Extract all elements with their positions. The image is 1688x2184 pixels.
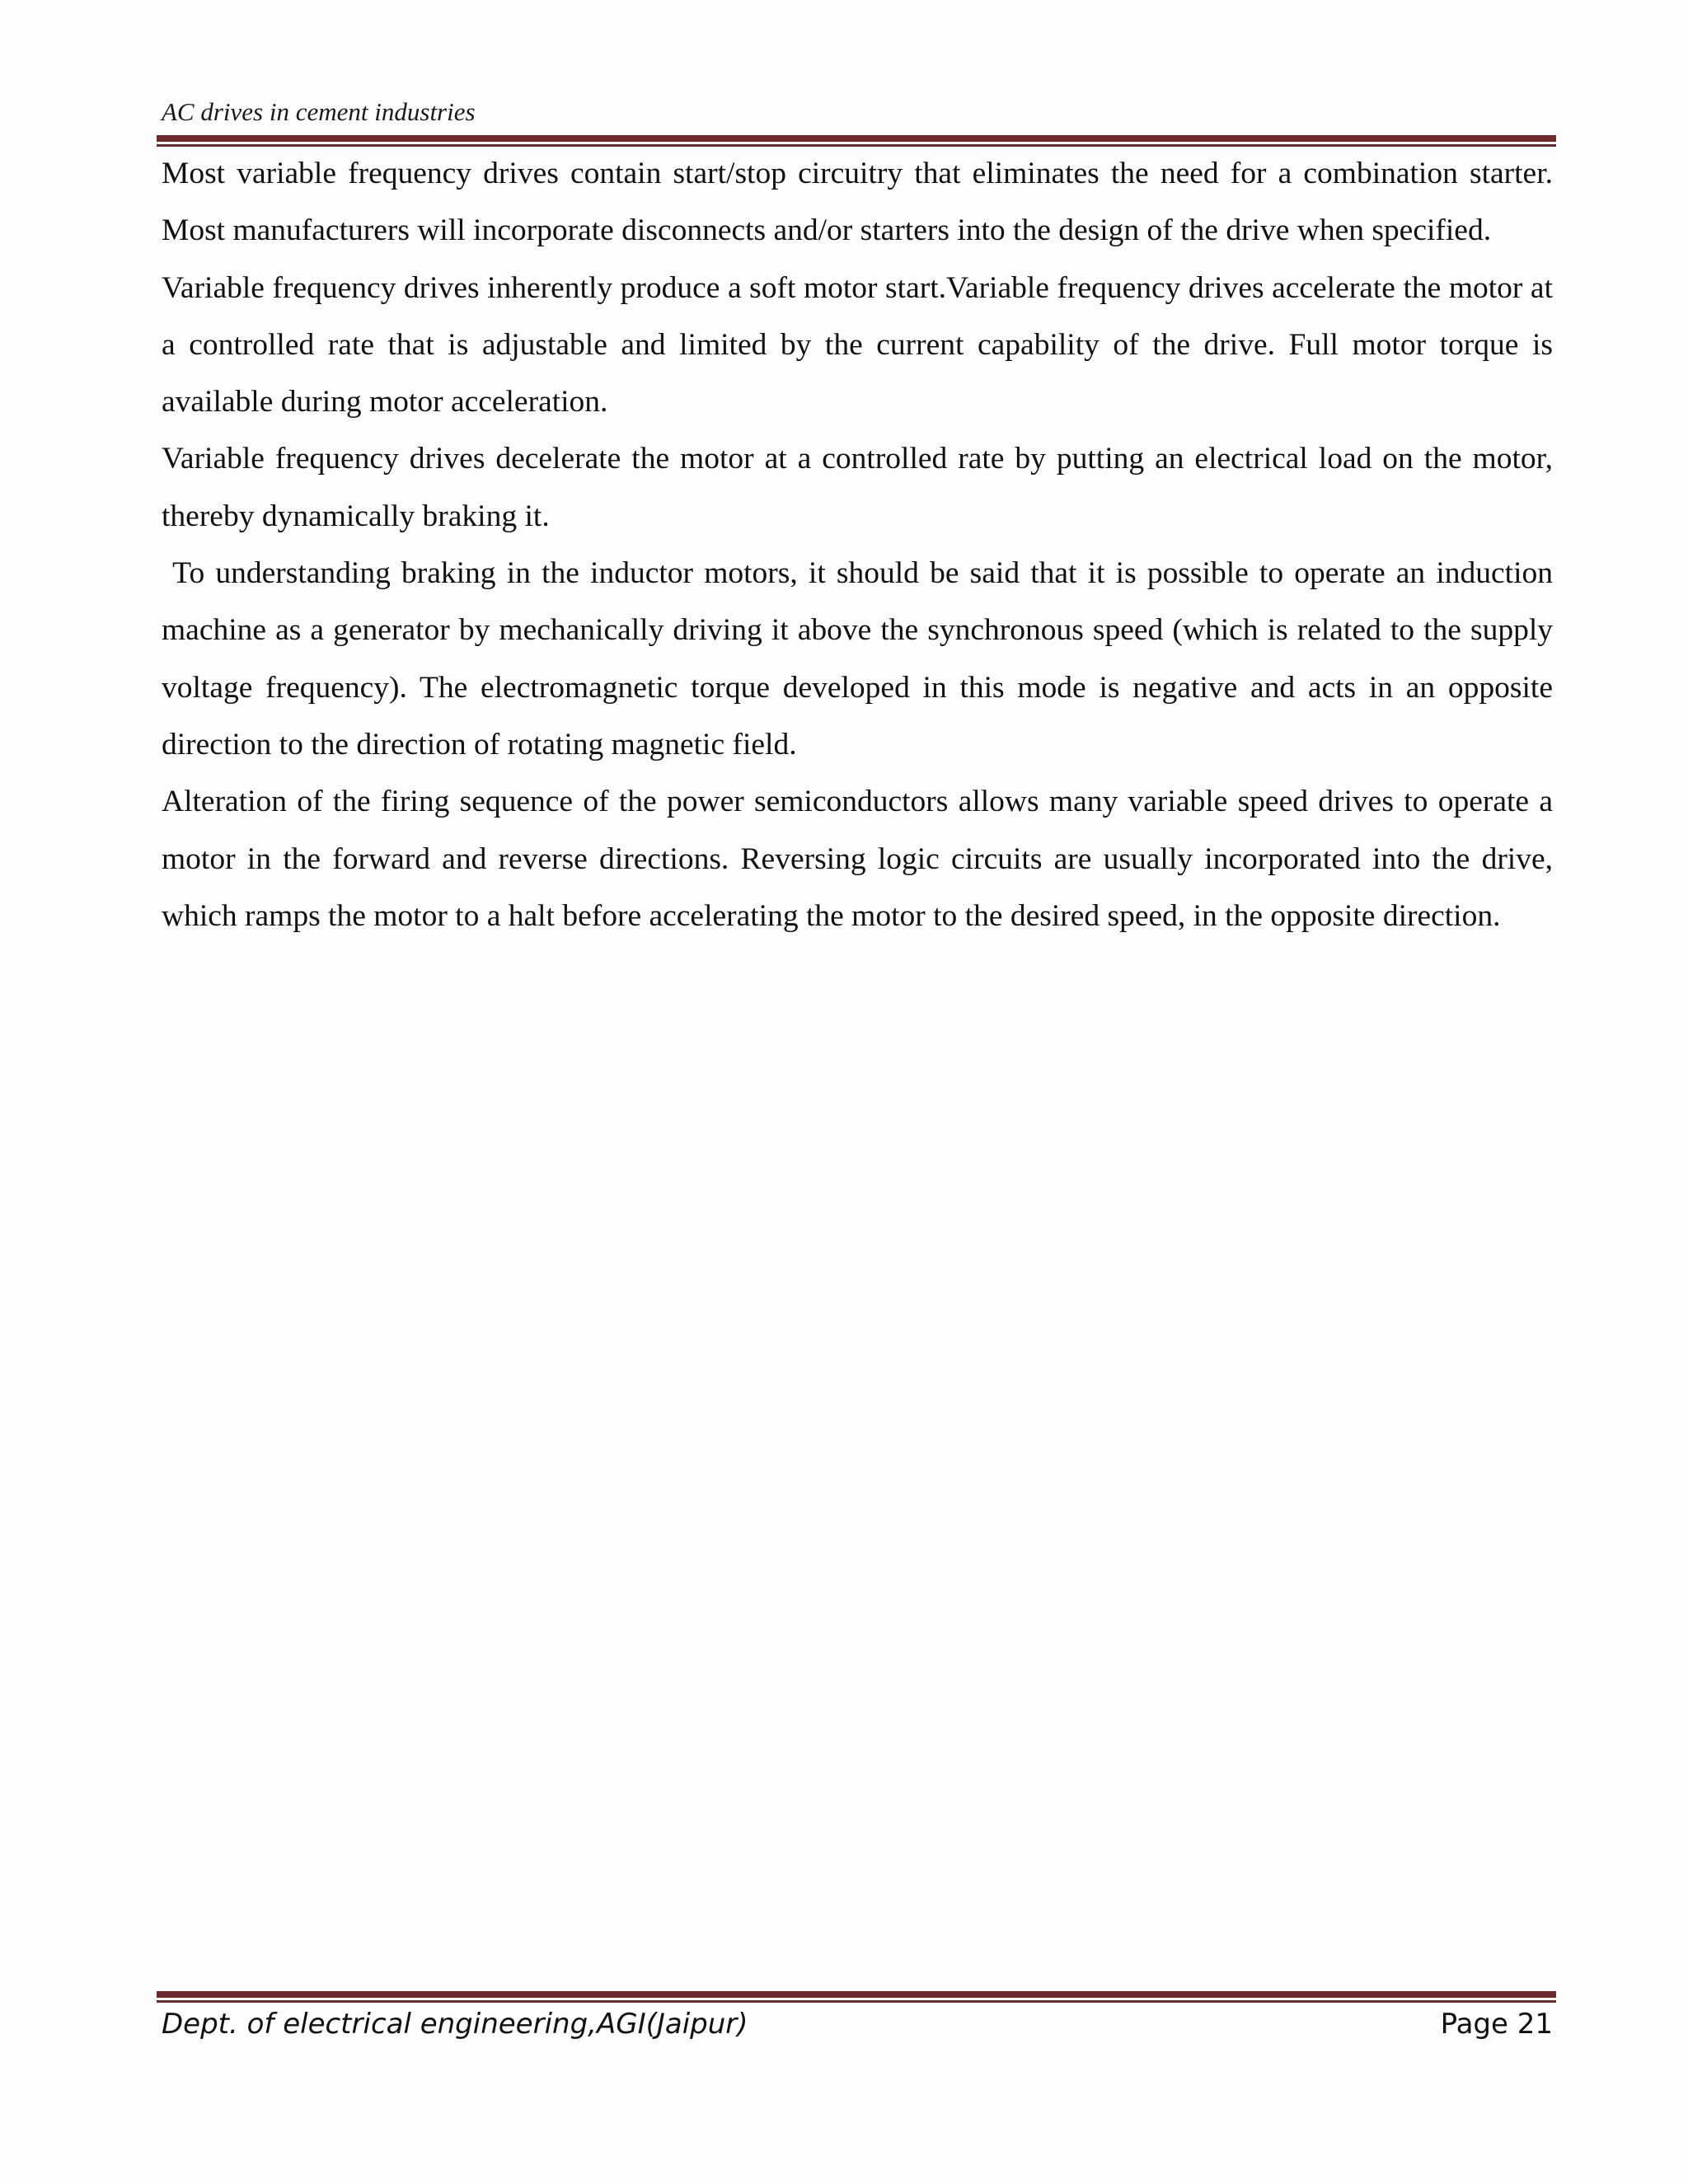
- paragraph-5: Alteration of the firing sequence of the power semiconductors allows many variable speed drives to operate a motor in the forward and reverse directions. Reversing logic circuits are usually incorporated into the drive, which ramps the motor to a halt before accelerating the motor to the desired speed, in the opposite direction.: [162, 785, 1553, 933]
- footer-page-number: Page 21: [1440, 2008, 1553, 2041]
- body-text: [162, 145, 1561, 944]
- paragraph-4: To understanding braking in the inductor motors, it should be said that it is possible to operate an induction machine as a generator by mechanically driving it above the synchronous speed (which is related to the supply voltage frequency). The electromagnetic torque developed in this mode is negative and acts in an opposite direction to the direction of rotating magnetic field.: [162, 556, 1561, 762]
- footer-rule-thick: [157, 1991, 1556, 1998]
- footer-double-rule: [157, 1991, 1556, 2003]
- paragraph-3: Variable frequency drives decelerate the motor at a controlled rate by putting an electrical load on the motor, thereby dynamically braking it.: [162, 442, 1553, 533]
- paragraph-2: Variable frequency drives inherently produce a soft motor start.Variable frequency drives accelerate the motor at a controlled rate that is adjustable and limited by the current capability of the drive. Full motor torque is available during motor acceleration.: [162, 270, 1553, 419]
- header-rule-thick: [157, 135, 1556, 142]
- paragraph-1: Most variable frequency drives contain start/stop circuitry that eliminates the need for a combination starter. Most manufacturers will incorporate disconnects and/or starters into the design of the drive when specified.: [162, 157, 1553, 248]
- footer-rule-thin: [157, 2000, 1556, 2003]
- footer-department: Dept. of electrical engineering,AGI(Jaipur): [162, 2008, 748, 2041]
- running-header-title: AC drives in cement industries: [162, 97, 476, 126]
